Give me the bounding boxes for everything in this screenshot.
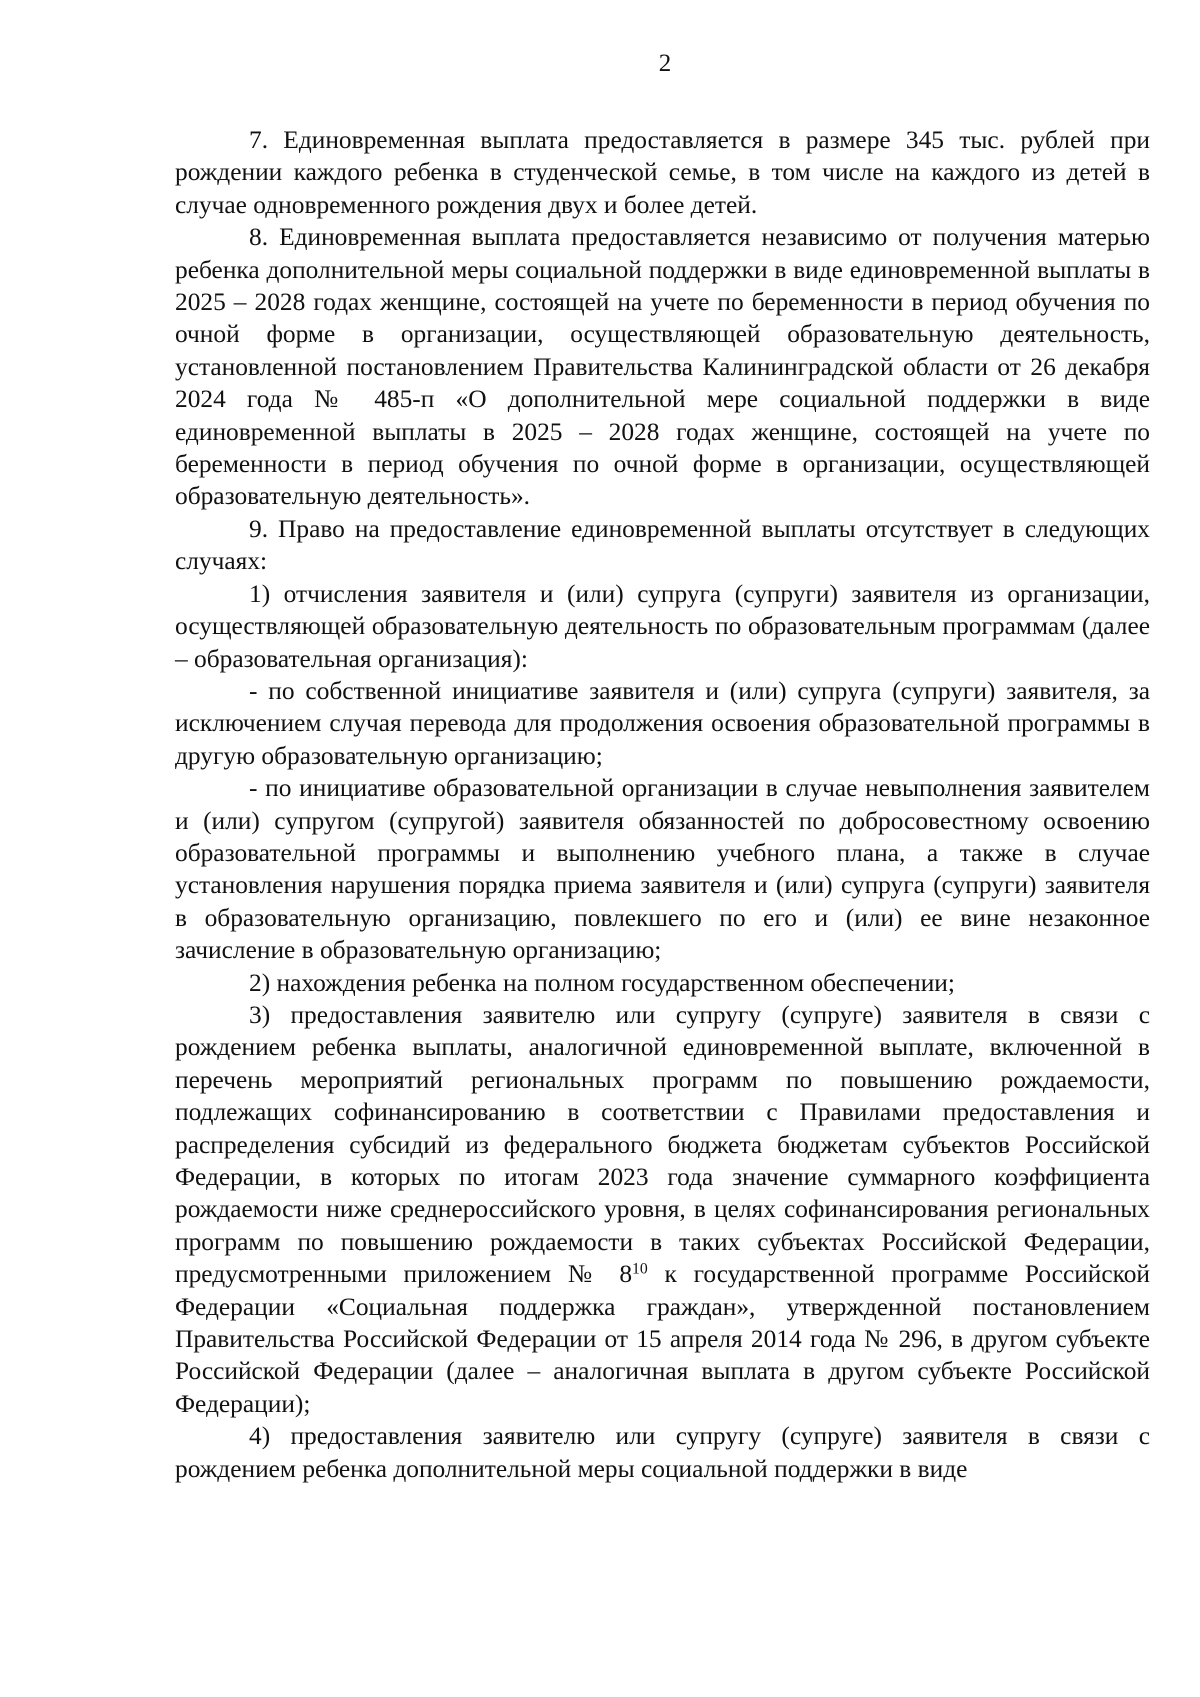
paragraph-9-item-3-text-a: 3) предоставления заявителю или супругу (супруге) заявителя в связи с рождением ребенка выплаты, аналогичной единовременной выплате, включенной в перечень мероприятий региональных программ по повышению рождаемости, подлежащих софинансированию в соответствии с Правилами предоставления и распределения субсидий из федерального бюджета бюджетам субъектов Российской Федерации, в которых по итогам 2023 года значение суммарного коэффициента рождаемости ниже среднероссийского уровня, в целях софинансирования региональных программ по повышению рождаемости в таких субъектах Российской Федерации, предусмотренными приложением № 8: [175, 1000, 1150, 1289]
document-body: [175, 124, 1150, 1485]
page-number: 2: [658, 50, 672, 77]
paragraph-9-item-3-text-b: к государственной программе Российской Федерации «Социальная поддержка граждан», утвержденной постановлением Правительства Российской Федерации от 15 апреля 2014 года № 296, в другом субъекте Российской Федерации (далее – аналогичная выплата в другом субъекте Российской Федерации);: [175, 1260, 1150, 1418]
footnote-superscript: 10: [632, 1260, 648, 1278]
paragraph-8: 8. Единовременная выплата предоставляется независимо от получения матерью ребенка дополнительной меры социальной поддержки в виде единовременной выплаты в 2025 – 2028 годах женщине, состоящей на учете по беременности в период обучения по очной форме в организации, осуществляющей образовательную деятельность, установленной постановлением Правительства Калининградской области от 26 декабря 2024 года № 485-п «О дополнительной мере социальной поддержки в виде единовременной выплаты в 2025 – 2028 годах женщине, состоящей на учете по беременности в период обучения по очной форме в организации, осуществляющей образовательную деятельность».: [175, 223, 1150, 511]
paragraph-9: 9. Право на предоставление единовременной выплаты отсутствует в следующих случаях:: [175, 514, 1150, 576]
paragraph-7: 7. Единовременная выплата предоставляется в размере 345 тыс. рублей при рождении каждого ребенка в студенческой семье, в том числе на каждого из детей в случае одновременного рождения двух и более детей.: [175, 126, 1150, 219]
paragraph-9-item-1: 1) отчисления заявителя и (или) супруга (супруги) заявителя из организации, осуществляющей образовательную деятельность по образовательным программам (далее – образовательная организация):: [175, 579, 1150, 673]
paragraph-9-item-1-dash-a: - по собственной инициативе заявителя и (или) супруга (супруги) заявителя, за исключением случая перевода для продолжения освоения образовательной программы в другую образовательную организацию;: [175, 676, 1150, 770]
paragraph-9-item-4: 4) предоставления заявителю или супругу (супруге) заявителя в связи с рождением ребенка дополнительной меры социальной поддержки в виде: [175, 1422, 1150, 1483]
paragraph-9-item-1-dash-b: - по инициативе образовательной организации в случае невыполнения заявителем и (или) супругом (супругой) заявителя обязанностей по добросовестному освоению образовательной программы и выполнению учебного плана, а также в случае установления нарушения порядка приема заявителя и (или) супруга (супруги) заявителя в образовательную организацию, повлекшего по его и (или) ее вине незаконное зачисление в образовательную организацию;: [175, 774, 1150, 965]
paragraph-9-item-3: [175, 999, 1150, 1420]
paragraph-9-item-2: 2) нахождения ребенка на полном государственном обеспечении;: [249, 968, 955, 997]
